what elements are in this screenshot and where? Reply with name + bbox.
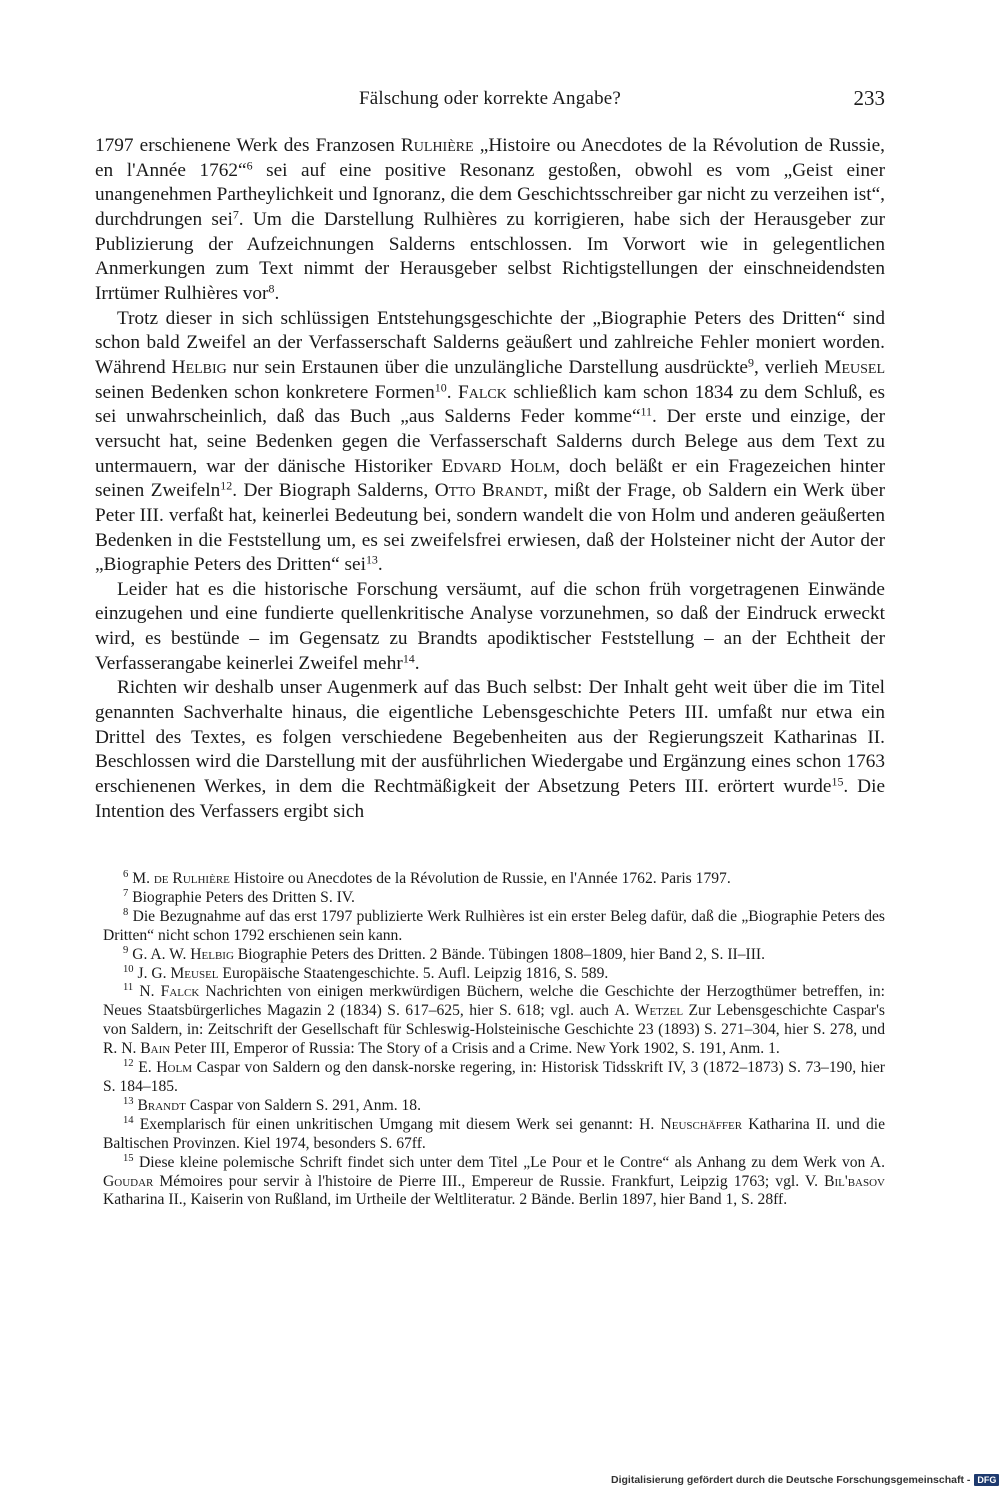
- footnote-number: 10: [123, 963, 134, 975]
- footnote-7: [103, 889, 885, 908]
- footnote-text: Europäische Staatengeschichte. 5. Aufl. Leipzig 1816, S. 589.: [218, 964, 609, 982]
- footnote-9: [103, 946, 885, 965]
- footnote-ref-11[interactable]: 11: [640, 404, 653, 419]
- author-name: Goudar: [103, 1172, 154, 1190]
- footnote-text: Caspar von Saldern og den dansk-norske regering, in: Historisk Tidsskrift IV, 3 (1872–1873) S. 73–190, hier S. 184–185.: [103, 1059, 886, 1095]
- footnote-12: [103, 1059, 885, 1097]
- author-name: Falck: [458, 381, 507, 403]
- footnote-text: Katharina II. und die Baltischen Provinzen. Kiel 1974, besonders S. 67ff.: [103, 1115, 885, 1152]
- text-run: . Der erste und einzige, der versucht hat, seine Bedenken gegen die Verfasserschaft Salderns durch Belege aus dem Text zu untermauern, war der dänische Historiker: [95, 406, 885, 477]
- text-run: , mißt der Frage, ob Saldern ein Werk über Peter III. verfaßt hat, keinerlei Bedeutung bei, sondern wandelt die von Holm und anderen geäußerten Bedenken in die Feststellung um, es sei zweifelsfrei erwiesen, daß der Holsteiner nicht der Autor der „Biographie Peters des Dritten“ sei: [95, 480, 885, 576]
- author-name: Helbig: [171, 356, 227, 378]
- footnote-13: [103, 1097, 885, 1116]
- text-run: . Um die Darstellung Rulhières zu korrigieren, habe sich der Herausgeber zur Publizierung der Aufzeichnungen Salderns entschlossen. Im Vorwort wie in gelegentlichen Anmerkungen zum Text nimmt der Herausgeber selbst Richtigstellungen der einschneidendsten Irrtümer Rulhières vor: [95, 208, 886, 304]
- footnote-15: [103, 1154, 885, 1211]
- credit-text: Digitalisierung gefördert durch die Deutsche Forschungsgemeinschaft -: [611, 1474, 971, 1486]
- text-run: „Histoire ou Anecdotes de la Révolution de Russie, en l'Année 1762“: [95, 135, 885, 181]
- footnote-ref-6[interactable]: 6: [246, 158, 253, 173]
- footnote-number: 7: [123, 888, 129, 900]
- paragraph-1: [95, 134, 885, 307]
- footnote-number: 12: [123, 1058, 134, 1070]
- footnote-text: Nachrichten von einigen merkwürdigen Büchern, welche die Geschichte der Herzogthümer betreffen, in: Neues Staatsbürgerliches Magazin 2 (1834) S. 617–625, hier S. 618; vgl. auch: [103, 983, 885, 1020]
- running-title: Fälschung oder korrekte Angabe?: [358, 88, 622, 109]
- text-run: Leider hat es die historische Forschung versäumt, auf die schon früh vorgetragenen Einwände einzugehen und eine fundierte quellenkritische Analyse vorzunehmen, so daß der Eindruck erweckt wird, es bestünde – im Gegensatz zu Brandts apodiktischer Feststellung – an der Echtheit der Verfasserangabe keinerlei Zweifel mehr: [95, 578, 885, 674]
- footnote-14: [103, 1116, 885, 1154]
- text-run: sei auf eine positive Resonanz gestoßen, obwohl es vom „Geist einer unangenehmen Partheylichkeit und Ignoranz, die dem Geschichtsschreiber gar nicht zu verzeihen ist“, durchdrungen sei: [95, 159, 885, 230]
- author-name: R. N. Bain: [103, 1040, 171, 1058]
- author-name: Meusel: [824, 356, 885, 378]
- author-name: Edvard Holm: [441, 455, 556, 477]
- footnote-11: [103, 983, 885, 1059]
- footnote-number: 6: [123, 869, 129, 881]
- footnote-number: 14: [123, 1114, 134, 1126]
- footnote-ref-14[interactable]: 14: [402, 651, 415, 666]
- digitization-credit: [611, 1473, 999, 1487]
- author-name: M. de Rulhière: [132, 870, 230, 887]
- paragraph-3: [95, 578, 885, 677]
- text-run: nur sein Erstaunen über die unzulängliche Darstellung ausdrückte: [226, 356, 748, 378]
- footnote-number: 9: [123, 944, 129, 956]
- paragraph-2: [95, 307, 885, 578]
- paragraph-4: [95, 676, 885, 824]
- footnote-text: Diese kleine polemische Schrift findet sich unter dem Titel „Le Pour et le Contre“ als Anhang zu dem Werk von A.: [133, 1153, 885, 1171]
- footnote-text: Katharina II., Kaiserin von Rußland, im Urtheile der Weltliteratur. 2 Bände. Berlin 1897, hier Band 1, S. 28ff.: [103, 1191, 788, 1209]
- text-run: schließlich kam schon 1834 zu dem Schluß, es sei unwahrscheinlich, daß das Buch „aus Salderns Feder komme“: [95, 381, 886, 428]
- author-name: Neuschäffer: [660, 1115, 743, 1133]
- footnote-number: 8: [123, 906, 129, 918]
- text-run: 1797 erschienene Werk des Franzosen: [95, 135, 401, 156]
- footnote-text: Zur Lebensgeschichte Caspar's von Saldern, in: Zeitschrift der Gesellschaft für Schleswig-Holsteinische Geschichte 23 (1893) S. 271–304, hier S. 278, und: [103, 1002, 885, 1039]
- author-name: Bil'basov: [824, 1172, 885, 1190]
- footnote-text: Die Bezugnahme auf das erst 1797 publizierte Werk Rulhières ist ein erster Beleg dafür, daß die „Biographie Peters des Dritten“ nicht schon 1792 erschienen sein kann.: [103, 907, 885, 944]
- footnote-number: 13: [123, 1096, 134, 1108]
- text-run: .: [446, 381, 459, 403]
- running-header: [95, 86, 885, 112]
- footnote-10: [103, 965, 885, 984]
- text-run: .: [377, 554, 383, 576]
- main-text: [95, 134, 885, 824]
- footnote-ref-10[interactable]: 10: [434, 379, 447, 394]
- page-number: 233: [853, 86, 885, 110]
- footnote-6: [103, 870, 885, 889]
- author-name: G. A. W. Helbig: [132, 945, 234, 963]
- footnote-ref-9[interactable]: 9: [747, 355, 754, 370]
- author-name: A. Wetzel: [614, 1002, 684, 1020]
- footnote-8: [103, 908, 885, 946]
- author-name: N. Falck: [139, 983, 200, 1001]
- footnote-ref-12[interactable]: 12: [220, 478, 233, 493]
- text-run: .: [274, 282, 280, 304]
- footnote-ref-8[interactable]: 8: [268, 281, 275, 296]
- text-run: . Die Intention des Verfassers ergibt sich: [95, 776, 885, 822]
- author-name: Otto Brandt: [434, 480, 544, 502]
- author-name: E. Holm: [138, 1059, 192, 1077]
- footnote-ref-7[interactable]: 7: [232, 207, 239, 222]
- footnote-text: Mémoires pour servir à l'histoire de Pierre III., Empereur de Russie. Frankfurt, Leipzig 1763; vgl. V.: [153, 1172, 825, 1190]
- footnote-number: 11: [123, 982, 134, 994]
- footnote-text: Caspar von Saldern S. 291, Anm. 18.: [185, 1096, 421, 1114]
- author-name: Rulhière: [400, 135, 474, 156]
- footnote-text: Biographie Peters des Dritten S. IV.: [128, 888, 355, 906]
- footnote-text: Histoire ou Anecdotes de la Révolution de Russie, en l'Année 1762. Paris 1797.: [229, 870, 731, 887]
- author-name: Brandt: [137, 1096, 186, 1114]
- author-name: J. G. Meusel: [137, 964, 219, 982]
- text-run: Richten wir deshalb unser Augenmerk auf das Buch selbst: Der Inhalt geht weit über die im Titel genannten Sachverhalte hinaus, die eigentliche Lebensgeschichte Peters III. umfaßt nur etwa ein Drittel des Textes, es folgen verschiedene Begebenheiten aus der Regierungszeit Katharinas II. Beschlossen wird die Darstellung mit der ausführlichen Wiedergabe und Ergänzung eines schon 1763 erschienenen Werkes, in dem die Rechtmäßigkeit der Absetzung Peters III. erörtert wurde: [95, 677, 885, 798]
- text-run: . Der Biograph Salderns,: [232, 480, 435, 502]
- footnote-text: Exemplarisch für einen unkritischen Umgang mit diesem Werk sei genannt: H.: [133, 1115, 661, 1133]
- footnote-number: 15: [123, 1152, 134, 1164]
- dfg-logo: DFG: [974, 1474, 999, 1486]
- footnote-ref-13[interactable]: 13: [365, 552, 378, 567]
- text-run: .: [414, 652, 420, 674]
- text-run: , doch beläßt er ein Fragezeichen hinter seinen Zweifeln: [95, 455, 885, 502]
- footnotes: [103, 870, 885, 1210]
- footnote-text: Peter III, Emperor of Russia: The Story of a Crisis and a Crime. New York 1902, S. 191, Anm. 1.: [170, 1040, 780, 1058]
- text-run: Trotz dieser in sich schlüssigen Entstehungsgeschichte der „Biographie Peters des Dritten“ sind schon bald Zweifel an der Verfasserschaft Salderns geäußert und zahlreiche Fehler moniert worden. Während: [95, 307, 885, 378]
- footnote-ref-15[interactable]: 15: [831, 774, 844, 789]
- footnote-text: Biographie Peters des Dritten. 2 Bände. Tübingen 1808–1809, hier Band 2, S. II–III.: [233, 945, 766, 963]
- text-run: , verlieh: [753, 356, 825, 378]
- text-run: seinen Bedenken schon konkretere Formen: [95, 381, 435, 403]
